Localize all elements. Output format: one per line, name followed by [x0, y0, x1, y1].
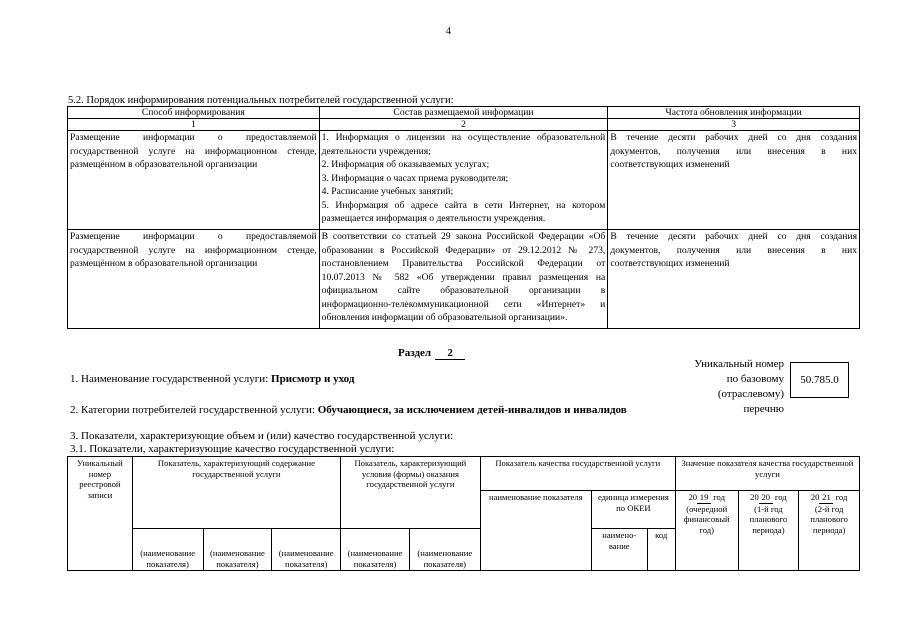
- year3-value: 21: [819, 492, 833, 504]
- header-method: Способ информирования: [68, 107, 320, 119]
- content-line: В соответствии со статьей 29 закона Российской Федерации «Об образовании в Российской Федерации» от 29.12.2012 № 273, постановлением Правительства Российской Федерации от 10.07.2013 № 582 «Об утверждении правил размещения на официальном сайте образовательной организации в информационно-телекоммуникационной сети «Интернет» и обновления информации об образовательной организации».: [321, 231, 606, 323]
- unique-number-label: [680, 357, 784, 417]
- unique-label-line: по базовому: [726, 373, 784, 385]
- content-spacer: [132, 491, 340, 529]
- method-cell: Размещение информации о предоставляемой государственной услуге на информационном стенде, размещённом в образовательной организации: [68, 230, 320, 329]
- sub-indicator-name: (наименование показателя): [272, 529, 341, 571]
- indicators-heading: 3. Показатели, характеризующие объем и (или) качество государственной услуги:: [70, 430, 454, 442]
- header-frequency: Частота обновления информации: [608, 107, 860, 119]
- consumer-category: [70, 404, 627, 416]
- page-number: 4: [446, 26, 451, 37]
- conditions-spacer: [341, 491, 481, 529]
- quality-indicator-header: Показатель качества государственной услуги: [480, 457, 675, 491]
- year2-value: 20: [759, 492, 773, 504]
- header-content: Состав размещаемой информации: [319, 107, 608, 119]
- table-row: [68, 131, 860, 230]
- col-number: 3: [608, 119, 860, 131]
- sub-indicator-name: (наименование показателя): [341, 529, 410, 571]
- informing-table: [67, 106, 860, 329]
- year3-header: 20 21 год (2-й год планового периода): [799, 491, 860, 571]
- frequency-cell: В течение десяти рабочих дней со дня создания документов, получения или внесения в них соответствующих изменений: [608, 230, 860, 329]
- col-number: 2: [319, 119, 608, 131]
- service-name-label: 1. Наименование государственной услуги:: [70, 373, 272, 385]
- quality-indicators-heading: 3.1. Показатели, характеризующие качество государственной услуги:: [70, 443, 395, 455]
- content-line: 5. Информация об адресе сайта в сети Интернет, на котором размещается информация о деятельности учреждения.: [321, 199, 606, 224]
- conditions-indicator-header: Показатель, характеризующий условия (формы) оказания государственной услуги: [341, 457, 481, 491]
- table-row: [68, 230, 860, 329]
- consumer-category-value: Обучающиеся, за исключением детей-инвалидов и инвалидов: [317, 404, 627, 416]
- unique-label-line: (отраслевому) перечню: [717, 388, 784, 415]
- section-label: Раздел: [398, 347, 432, 359]
- section-heading: [398, 347, 465, 360]
- unique-record-header: Уникальный номер реестровой записи: [68, 457, 133, 571]
- year1-value: 19: [697, 492, 711, 504]
- content-line: 2. Информация об оказываемых услугах;: [321, 159, 490, 170]
- unit-name-header: наимено-вание: [591, 529, 647, 571]
- service-name: [70, 373, 354, 385]
- consumer-category-label: 2. Категории потребителей государственной услуги:: [70, 404, 318, 416]
- year1-desc: (очередной финансовый год): [683, 503, 730, 535]
- content-cell: [319, 131, 608, 230]
- unique-label-line: Уникальный номер: [694, 358, 784, 370]
- content-indicator-header: Показатель, характеризующий содержание государственной услуги: [132, 457, 340, 491]
- year2-header: 20 20 год (1-й год планового периода): [738, 491, 799, 571]
- year1-header: 20 19 год (очередной финансовый год): [675, 491, 738, 571]
- content-cell: [319, 230, 608, 329]
- section-number: 2: [435, 347, 465, 360]
- method-cell: Размещение информации о предоставляемой государственной услуге на информационном стенде, размещённом в образовательной организации: [68, 131, 320, 230]
- unique-number-box: 50.785.0: [790, 362, 849, 398]
- service-name-value: Присмотр и уход: [271, 373, 355, 385]
- quality-value-header: Значение показателя качества государственной услуги: [675, 457, 859, 491]
- col-number: 1: [68, 119, 320, 131]
- content-line: 4. Расписание учебных занятий;: [321, 186, 454, 197]
- quality-indicators-table: [67, 456, 860, 571]
- unit-code-header: код: [647, 529, 675, 571]
- quality-unit-header: единица измерения по ОКЕИ: [591, 491, 675, 529]
- sub-indicator-name: (наименование показателя): [409, 529, 480, 571]
- frequency-cell: В течение десяти рабочих дней со дня создания документов, получения или внесения в них соответствующих изменений: [608, 131, 860, 230]
- section-52-title: 5.2. Порядок информирования потенциальных потребителей государственной услуги:: [68, 95, 454, 106]
- year2-desc: (1-й год планового периода): [749, 503, 788, 535]
- quality-name-header: наименование показателя: [480, 491, 591, 571]
- year3-desc: (2-й год планового периода): [810, 503, 848, 535]
- sub-indicator-name: (наименование показателя): [203, 529, 272, 571]
- content-line: 3. Информация о часах приема руководителя;: [321, 172, 509, 184]
- content-line: 1. Информация о лицензии на осуществление образовательной деятельности учреждения;: [321, 132, 606, 157]
- sub-indicator-name: (наименование показателя): [132, 529, 203, 571]
